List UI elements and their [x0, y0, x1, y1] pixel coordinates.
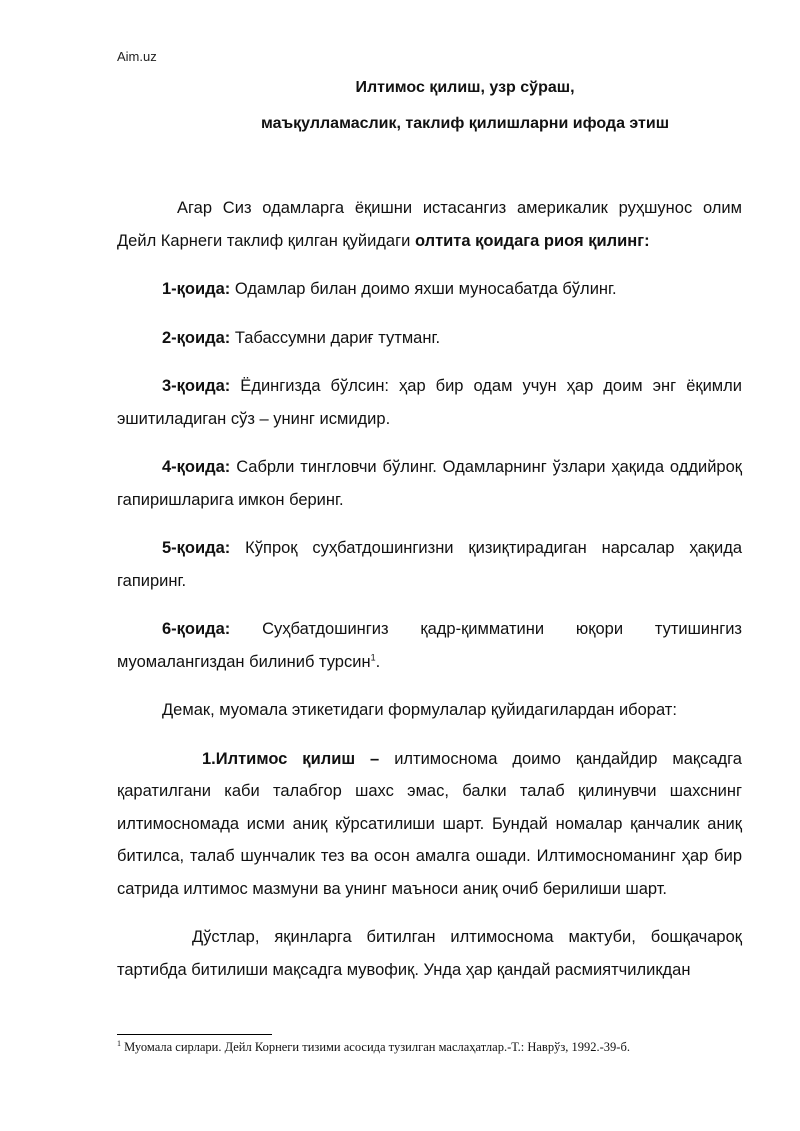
footnote-text: Муомала сирлари. Дейл Корнеги тизими асосида тузилган маслаҳатлар.-Т.: Наврўз, 1992.-39-б.: [121, 1040, 630, 1054]
rule-text: Ёдингизда бўлсин: ҳар бир одам учун ҳар доим энг ёқимли эшитиладиган сўз – унинг исмидир.: [117, 377, 742, 428]
friends-paragraph: Дўстлар, яқинларга битилган илтимоснома мактуби, бошқачароқ тартибда битилиши мақсадга мувофиқ. Унда ҳар қандай расмиятчиликдан: [117, 928, 742, 979]
document-title-line-2: маъқулламаслик, таклиф қилишларни ифода этиш: [260, 115, 670, 132]
rule-5: [117, 532, 742, 597]
rule-text: Сабрли тингловчи бўлинг. Одамларнинг ўзлари ҳақида оддийроқ гапиришларига имкон беринг.: [117, 458, 742, 509]
section-1-text: илтимоснома доимо қандайдир мақсадга қаратилгани каби талабгор шахс эмас, балки талаб қилинувчи шахснинг илтимосномада исми аниқ кўрсатилиши шарт. Бундай номалар қанчалик аниқ битилса, талаб шунчалик тез ва осон амалга ошади. Илтимосноманинг ҳар бир сатрида илтимос мазмуни ва унинг маъноси аниқ очиб берилиши шарт.: [117, 749, 742, 898]
document-body: [117, 192, 742, 986]
rule-end: .: [375, 652, 381, 671]
rule-label: 5-қоида:: [162, 539, 231, 557]
footnote-separator: [117, 1034, 272, 1035]
rule-label: 6-қоида:: [162, 620, 231, 638]
intro-bold: олтита қоидага риоя қилинг:: [414, 231, 650, 250]
rule-label: 3-қоида:: [162, 377, 231, 395]
intro-text: Агар Сиз одамларга ёқишни истасангиз америкалик руҳшунос олим Дейл Карнеги таклиф қилган қуйидаги: [117, 199, 742, 250]
rule-text: Табассумни дариғ тутманг.: [230, 328, 441, 347]
document-title-line-1: Илтимос қилиш, узр сўраш,: [355, 79, 575, 96]
footnote: [117, 1040, 630, 1055]
rule-1: [117, 273, 742, 306]
rule-label: 1-қоида:: [162, 280, 231, 298]
site-header: Aim.uz: [117, 49, 157, 64]
rule-text: Суҳбатдошингиз қадр-қимматини юқори тутишингиз муомалангиздан билиниб турсин: [117, 620, 742, 671]
rule-6: [117, 613, 742, 678]
footnote-ref[interactable]: 1: [370, 652, 376, 662]
summary-paragraph: Демак, муомала этикетидаги формулалар қуйидагилардан иборат:: [162, 701, 677, 719]
intro-paragraph: [117, 192, 742, 257]
rule-3: [117, 370, 742, 435]
rule-label: 4-қоида:: [162, 458, 231, 476]
rule-4: [117, 451, 742, 516]
rule-2: [117, 322, 742, 355]
rule-text: Кўпроқ суҳбатдошингизни қизиқтирадиган нарсалар ҳақида гапиринг.: [117, 539, 742, 590]
section-1-paragraph: [117, 743, 742, 906]
rule-text: Одамлар билан доимо яхши муносабатда бўлинг.: [230, 280, 617, 298]
footnote-number: 1: [117, 1038, 121, 1048]
section-1-heading: 1.Илтимос қилиш –: [202, 749, 380, 768]
rule-label: 2-қоида:: [162, 328, 231, 347]
